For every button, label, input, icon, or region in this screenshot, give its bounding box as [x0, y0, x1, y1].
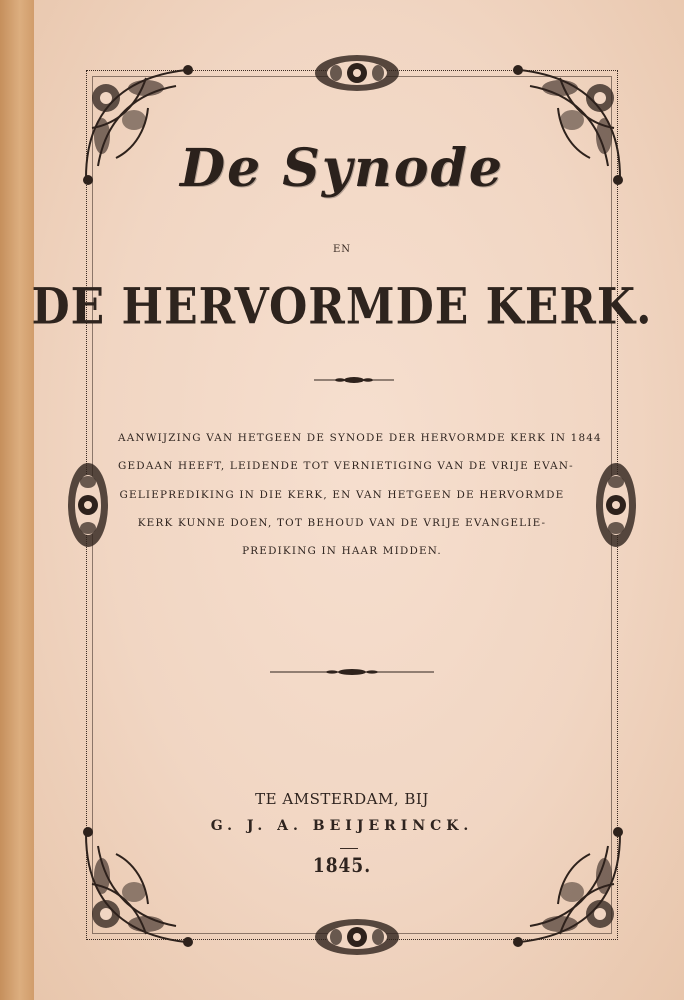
subtitle-line: GEDAAN HEEFT, LEIDENDE TOT VERNIETIGING VAN DE VRIJE EVAN-: [118, 460, 574, 473]
subtitle-description: [118, 424, 602, 565]
rosette-left-icon: [64, 460, 112, 550]
publication-year: 1845.: [312, 854, 372, 878]
title-line-2: DE HERVORMDE KERK.: [31, 278, 653, 337]
subtitle-line: AANWIJZING VAN HETGEEN DE SYNODE DER HERVORMDE KERK IN 1844: [118, 432, 602, 444]
rosette-bottom-icon: [312, 916, 402, 958]
divider-ornament-bottom-icon: [268, 666, 436, 678]
title-line-1: De Synode: [180, 138, 504, 199]
corner-flourish-bottom-right-icon: [500, 824, 630, 954]
publication-place: TE AMSTERDAM, BIJ: [255, 790, 429, 808]
divider-ornament-top-icon: [312, 374, 396, 386]
rosette-right-icon: [592, 460, 640, 550]
rosette-top-icon: [312, 52, 402, 94]
title-conjunction: EN: [332, 244, 352, 255]
subtitle-line: KERK KUNNE DOEN, TOT BEHOUD VAN DE VRIJE EVANGELIE-: [137, 516, 547, 529]
subtitle-line: PREDIKING IN HAAR MIDDEN.: [242, 545, 442, 558]
publisher-name: G. J. A. BEIJERINCK.: [210, 818, 474, 834]
subtitle-line: GELIEPREDIKING IN DIE KERK, EN VAN HETGEEN DE HERVORMDE: [119, 488, 565, 501]
short-rule: [340, 848, 358, 849]
corner-flourish-bottom-left-icon: [76, 824, 206, 954]
